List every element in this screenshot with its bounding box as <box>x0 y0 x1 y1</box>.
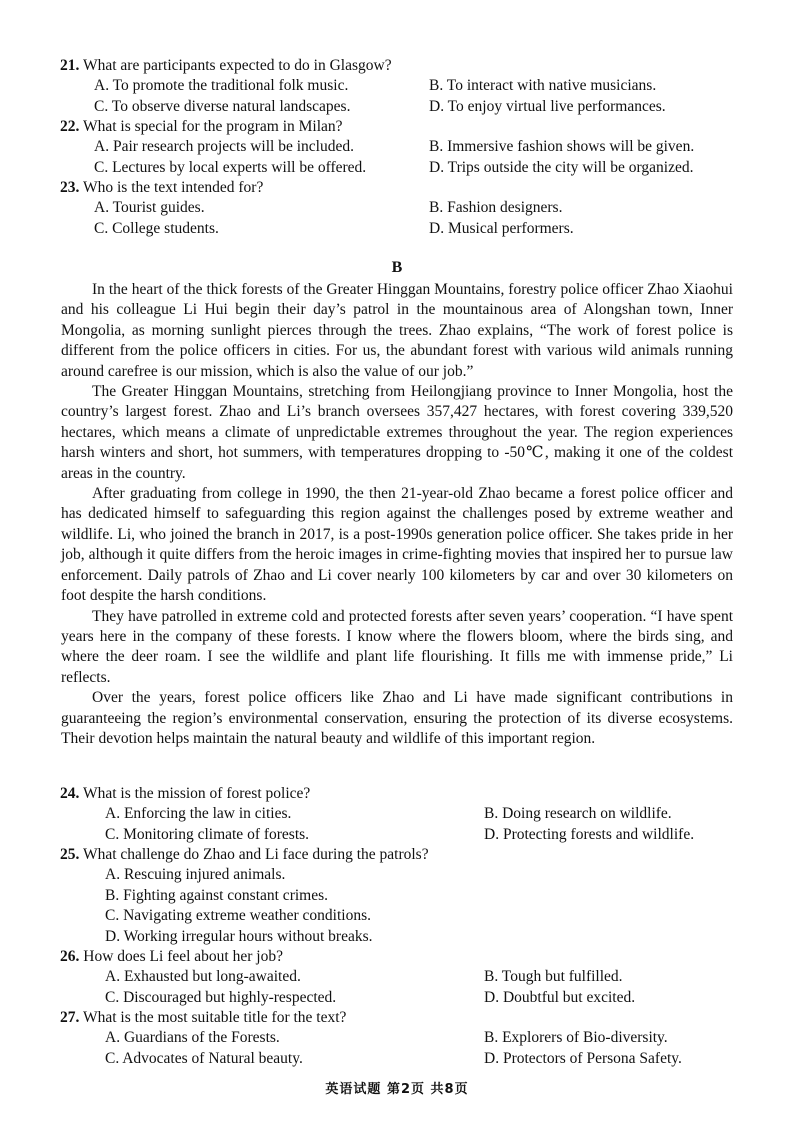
option-b: B. Explorers of Bio-diversity. <box>484 1029 668 1047</box>
footer-subject: 英语试题 <box>325 1082 382 1097</box>
option-a: A. Exhausted but long-awaited. <box>105 968 301 986</box>
question-21 <box>60 56 740 117</box>
option-d: D. Musical performers. <box>429 219 574 237</box>
option-a: A. Enforcing the law in cities. <box>105 805 292 823</box>
passage-paragraph: Over the years, forest police officers like Zhao and Li have made significant contributions in guaranteeing the region’s environmental conservation, ensuring the protection of its diverse ecosystems. Their devotion helps maintain the natural beauty and wildlife of this important region. <box>61 689 733 747</box>
option-d: D. To enjoy virtual live performances. <box>429 97 666 115</box>
question-number: 22. <box>60 118 80 135</box>
option-b: B. Doing research on wildlife. <box>484 805 672 823</box>
passage-paragraph: They have patrolled in extreme cold and protected forests after seven years’ cooperation. “I have spent years here in the company of these forests. I know where the flowers bloom, where the birds sing, and where the deer roam. I see the wildlife and plant life flourishing. It fills me with immense pride,” Li reflects. <box>61 607 733 686</box>
page-footer <box>0 1080 794 1100</box>
option-a: A. Pair research projects will be included. <box>94 138 354 156</box>
reading-passage <box>61 280 733 749</box>
question-number: 23. <box>60 179 80 196</box>
option-d: D. Protecting forests and wildlife. <box>484 825 695 843</box>
question-stem: What challenge do Zhao and Li face during the patrols? <box>82 846 429 863</box>
passage-paragraph: The Greater Hinggan Mountains, stretching from Heilongjiang province to Inner Mongolia, host the country’s largest forest. Zhao and Li’s branch oversees 357,427 hectares, with forest covering 339,520 hectares, which means a climate of unpredictable extremes throughout the year. The region experiences harsh winters and short, hot summers, with temperatures dropping to -50℃, making it one of the coldest areas in the country. <box>61 383 733 482</box>
question-26 <box>60 947 740 1008</box>
option-b: B. Tough but fulfilled. <box>484 968 623 986</box>
question-number: 21. <box>60 57 80 74</box>
section-heading: B <box>391 259 403 276</box>
question-number: 25. <box>60 846 80 863</box>
question-22 <box>60 117 740 178</box>
question-number: 27. <box>60 1009 80 1026</box>
option-d: D. Working irregular hours without breaks. <box>105 927 373 945</box>
question-24 <box>60 784 740 845</box>
passage-paragraph: In the heart of the thick forests of the Greater Hinggan Mountains, forestry police officer Zhao Xiaohui and his colleague Li Hui begin their day’s patrol in the mountainous area of Alongshan town, Inner Mongolia, as morning sunlight pierces through the trees. Zhao explains, “The work of forest police is different from the police officers in cities. For us, the abundant forest with various wild animals running around carefree is our mission, which is also the value of our job.” <box>61 281 733 380</box>
option-d: D. Trips outside the city will be organized. <box>429 158 694 176</box>
option-b: B. To interact with native musicians. <box>429 77 657 95</box>
question-23 <box>60 178 740 239</box>
footer-total-pages: 共8页 <box>430 1082 469 1097</box>
option-c: C. Discouraged but highly-respected. <box>105 988 337 1006</box>
question-27 <box>60 1008 740 1069</box>
question-number: 26. <box>60 948 80 965</box>
question-number: 24. <box>60 785 80 802</box>
option-c: C. Monitoring climate of forests. <box>105 825 310 843</box>
question-stem: How does Li feel about her job? <box>83 948 283 965</box>
option-b: B. Fashion designers. <box>429 199 563 217</box>
option-d: D. Protectors of Persona Safety. <box>484 1049 682 1067</box>
option-d: D. Doubtful but excited. <box>484 988 636 1006</box>
option-c: C. Advocates of Natural beauty. <box>105 1049 303 1067</box>
option-c: C. Navigating extreme weather conditions. <box>105 907 372 925</box>
option-a: A. Guardians of the Forests. <box>105 1029 280 1047</box>
option-b: B. Immersive fashion shows will be given. <box>429 138 695 156</box>
question-stem: What is the mission of forest police? <box>82 785 311 802</box>
option-a: A. Rescuing injured animals. <box>105 866 286 884</box>
option-c: C. To observe diverse natural landscapes. <box>94 97 351 115</box>
option-b: B. Fighting against constant crimes. <box>105 886 329 904</box>
question-stem: Who is the text intended for? <box>82 179 264 196</box>
option-a: A. To promote the traditional folk music. <box>94 77 349 95</box>
passage-paragraph: After graduating from college in 1990, the then 21-year-old Zhao became a forest police officer and has dedicated himself to safeguarding this region against the challenges posed by extreme weather and wildlife. Li, who joined the branch in 2017, is a post-1990s generation police officer. She takes pride in her job, although it quite differs from the heroic images in crime-fighting movies that inspired her to pursue law enforcement. Daily patrols of Zhao and Li cover nearly 100 kilometers by car and over 30 kilometers on foot despite the harsh conditions. <box>61 485 733 605</box>
option-a: A. Tourist guides. <box>94 199 205 217</box>
option-c: C. Lectures by local experts will be offered. <box>94 158 367 176</box>
question-25 <box>60 845 740 947</box>
option-c: C. College students. <box>94 219 219 237</box>
footer-page-number: 第2页 <box>386 1082 425 1097</box>
question-stem: What is special for the program in Milan? <box>82 118 343 135</box>
question-stem: What are participants expected to do in Glasgow? <box>82 57 392 74</box>
question-stem: What is the most suitable title for the text? <box>82 1009 347 1026</box>
